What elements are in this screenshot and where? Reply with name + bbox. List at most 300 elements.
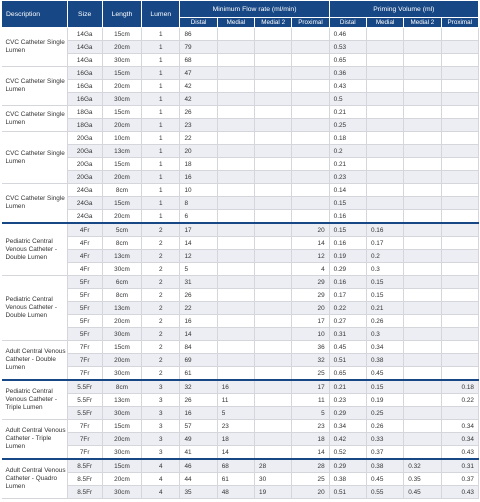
subheader-flow-medial: Medial xyxy=(217,18,254,28)
cell-flow-proximal xyxy=(292,119,329,132)
row-group xyxy=(2,459,479,499)
cell-size: 7Fr xyxy=(67,433,102,446)
cell-size: 8.5Fr xyxy=(67,473,102,486)
cell-priming-distal: 0.5 xyxy=(329,93,366,106)
cell-size: 7Fr xyxy=(67,367,102,381)
cell-priming-medial-2: 0.35 xyxy=(404,473,441,486)
cell-flow-distal: 23 xyxy=(180,119,217,132)
cell-priming-medial-2 xyxy=(404,276,441,289)
cell-priming-distal: 0.29 xyxy=(329,263,366,276)
cell-flow-medial-2 xyxy=(255,119,292,132)
cell-size: 4Fr xyxy=(67,263,102,276)
table-row xyxy=(2,158,479,171)
cell-flow-medial-2 xyxy=(255,276,292,289)
cell-priming-proximal xyxy=(441,80,478,93)
cell-priming-distal: 0.42 xyxy=(329,433,366,446)
cell-lumen: 2 xyxy=(142,354,180,367)
table-row xyxy=(2,145,479,158)
cell-flow-distal: 5 xyxy=(180,263,217,276)
cell-lumen: 1 xyxy=(142,93,180,106)
cell-lumen: 2 xyxy=(142,223,180,237)
cell-size: 4Fr xyxy=(67,237,102,250)
cell-flow-proximal xyxy=(292,132,329,145)
cell-priming-medial-2 xyxy=(404,210,441,224)
cell-lumen: 4 xyxy=(142,459,180,473)
cell-flow-medial xyxy=(217,28,254,41)
cell-lumen: 3 xyxy=(142,446,180,460)
cell-flow-distal: 44 xyxy=(180,473,217,486)
cell-priming-proximal xyxy=(441,237,478,250)
cell-priming-medial-2 xyxy=(404,250,441,263)
cell-flow-medial-2 xyxy=(255,446,292,460)
cell-flow-medial xyxy=(217,354,254,367)
cell-flow-distal: 57 xyxy=(180,420,217,433)
cell-size: 5Fr xyxy=(67,289,102,302)
cell-flow-proximal: 29 xyxy=(292,276,329,289)
cell-size: 7Fr xyxy=(67,354,102,367)
cell-flow-medial-2 xyxy=(255,223,292,237)
cell-priming-proximal xyxy=(441,93,478,106)
cell-lumen: 1 xyxy=(142,106,180,119)
cell-flow-distal: 46 xyxy=(180,459,217,473)
cell-size: 20Ga xyxy=(67,158,102,171)
cell-flow-medial xyxy=(217,315,254,328)
cell-size: 8.5Fr xyxy=(67,459,102,473)
cell-flow-medial: 68 xyxy=(217,459,254,473)
cell-flow-medial-2 xyxy=(255,289,292,302)
cell-flow-medial: 23 xyxy=(217,420,254,433)
cell-flow-medial: 16 xyxy=(217,380,254,394)
cell-lumen: 2 xyxy=(142,237,180,250)
cell-length: 30cm xyxy=(102,486,141,499)
cell-size: 16Ga xyxy=(67,80,102,93)
cell-flow-medial-2 xyxy=(255,433,292,446)
cell-size: 24Ga xyxy=(67,184,102,197)
catheter-description: Pediatric Central Venous Catheter - Double Lumen xyxy=(2,223,68,276)
table-row xyxy=(2,289,479,302)
cell-priming-distal: 0.14 xyxy=(329,184,366,197)
cell-length: 13cm xyxy=(102,250,141,263)
cell-lumen: 4 xyxy=(142,473,180,486)
cell-priming-medial-2 xyxy=(404,289,441,302)
cell-flow-medial-2: 19 xyxy=(255,486,292,499)
cell-flow-proximal: 25 xyxy=(292,473,329,486)
cell-priming-proximal xyxy=(441,263,478,276)
cell-flow-medial xyxy=(217,223,254,237)
cell-size: 14Ga xyxy=(67,54,102,67)
cell-size: 8.5Fr xyxy=(67,486,102,499)
cell-flow-distal: 16 xyxy=(180,315,217,328)
cell-priming-distal: 0.21 xyxy=(329,380,366,394)
cell-flow-distal: 18 xyxy=(180,158,217,171)
catheter-description: CVC Catheter Single Lumen xyxy=(2,67,68,106)
cell-priming-medial-2 xyxy=(404,394,441,407)
cell-priming-medial xyxy=(366,132,403,145)
cell-length: 15cm xyxy=(102,28,141,41)
cell-size: 16Ga xyxy=(67,67,102,80)
cell-flow-medial xyxy=(217,276,254,289)
cell-flow-proximal: 20 xyxy=(292,302,329,315)
cell-priming-proximal: 0.18 xyxy=(441,380,478,394)
cell-lumen: 1 xyxy=(142,119,180,132)
cell-priming-distal: 0.15 xyxy=(329,223,366,237)
header-description: Description xyxy=(2,1,68,28)
cell-flow-distal: 10 xyxy=(180,184,217,197)
cell-priming-medial xyxy=(366,171,403,184)
cell-flow-medial-2 xyxy=(255,106,292,119)
cell-priming-distal: 0.65 xyxy=(329,54,366,67)
cell-priming-proximal xyxy=(441,119,478,132)
cell-length: 30cm xyxy=(102,446,141,460)
cell-length: 20cm xyxy=(102,473,141,486)
cell-size: 5Fr xyxy=(67,302,102,315)
table-row xyxy=(2,80,479,93)
cell-flow-proximal xyxy=(292,41,329,54)
cell-priming-proximal: 0.43 xyxy=(441,486,478,499)
cell-flow-proximal: 11 xyxy=(292,394,329,407)
cell-priming-distal: 0.15 xyxy=(329,197,366,210)
table-row xyxy=(2,93,479,106)
table-row xyxy=(2,184,479,197)
cell-flow-medial-2 xyxy=(255,184,292,197)
cell-flow-proximal: 14 xyxy=(292,237,329,250)
cell-priming-medial-2 xyxy=(404,197,441,210)
cell-length: 30cm xyxy=(102,263,141,276)
cell-flow-medial xyxy=(217,210,254,224)
cell-size: 4Fr xyxy=(67,223,102,237)
cell-priming-medial: 0.15 xyxy=(366,380,403,394)
cell-priming-proximal xyxy=(441,210,478,224)
cell-flow-medial xyxy=(217,119,254,132)
subheader-priming-medial-2: Medial 2 xyxy=(404,18,441,28)
cell-lumen: 3 xyxy=(142,394,180,407)
cell-flow-distal: 79 xyxy=(180,41,217,54)
cell-priming-medial: 0.15 xyxy=(366,289,403,302)
cell-flow-distal: 26 xyxy=(180,394,217,407)
cell-flow-medial: 61 xyxy=(217,473,254,486)
table-row xyxy=(2,433,479,446)
cell-flow-medial: 11 xyxy=(217,394,254,407)
cell-flow-distal: 41 xyxy=(180,446,217,460)
table-row xyxy=(2,407,479,420)
subheader-priming-distal: Distal xyxy=(329,18,366,28)
cell-priming-medial-2 xyxy=(404,41,441,54)
cell-priming-proximal xyxy=(441,132,478,145)
table-row xyxy=(2,237,479,250)
cell-flow-distal: 86 xyxy=(180,28,217,41)
cell-priming-distal: 0.45 xyxy=(329,341,366,354)
cell-flow-proximal xyxy=(292,158,329,171)
cell-lumen: 3 xyxy=(142,407,180,420)
cell-priming-distal: 0.17 xyxy=(329,289,366,302)
cell-flow-distal: 42 xyxy=(180,80,217,93)
cell-flow-medial xyxy=(217,341,254,354)
catheter-description: CVC Catheter Single Lumen xyxy=(2,28,68,67)
cell-flow-medial xyxy=(217,93,254,106)
cell-length: 15cm xyxy=(102,420,141,433)
cell-lumen: 1 xyxy=(142,171,180,184)
cell-flow-proximal xyxy=(292,67,329,80)
cell-length: 20cm xyxy=(102,119,141,132)
cell-priming-distal: 0.27 xyxy=(329,315,366,328)
cell-size: 7Fr xyxy=(67,446,102,460)
cell-priming-distal: 0.29 xyxy=(329,459,366,473)
cell-flow-proximal: 17 xyxy=(292,380,329,394)
cell-priming-distal: 0.21 xyxy=(329,158,366,171)
header-length: Length xyxy=(102,1,141,28)
catheter-description: Adult Central Venous Catheter - Triple Lumen xyxy=(2,420,68,460)
cell-length: 30cm xyxy=(102,328,141,341)
cell-priming-distal: 0.21 xyxy=(329,106,366,119)
cell-priming-medial-2 xyxy=(404,145,441,158)
cell-priming-medial-2: 0.45 xyxy=(404,486,441,499)
cell-lumen: 1 xyxy=(142,80,180,93)
cell-priming-distal: 0.16 xyxy=(329,237,366,250)
cell-flow-proximal xyxy=(292,28,329,41)
cell-priming-distal: 0.51 xyxy=(329,486,366,499)
cell-priming-medial-2 xyxy=(404,223,441,237)
table-row xyxy=(2,341,479,354)
cell-length: 15cm xyxy=(102,67,141,80)
cell-priming-medial-2 xyxy=(404,315,441,328)
subheader-flow-medial-2: Medial 2 xyxy=(255,18,292,28)
cell-priming-distal: 0.34 xyxy=(329,420,366,433)
cell-flow-medial xyxy=(217,158,254,171)
cell-lumen: 1 xyxy=(142,41,180,54)
cell-priming-distal: 0.22 xyxy=(329,302,366,315)
cell-lumen: 2 xyxy=(142,289,180,302)
cell-priming-distal: 0.29 xyxy=(329,407,366,420)
cell-flow-medial: 14 xyxy=(217,446,254,460)
cell-priming-medial: 0.2 xyxy=(366,250,403,263)
cell-flow-medial-2 xyxy=(255,328,292,341)
row-group xyxy=(2,380,479,420)
cell-flow-medial-2 xyxy=(255,171,292,184)
cell-priming-proximal xyxy=(441,106,478,119)
header-flow-rate: Minimum Flow rate (ml/min) xyxy=(180,1,329,18)
cell-flow-medial-2 xyxy=(255,263,292,276)
cell-flow-proximal xyxy=(292,210,329,224)
cell-length: 20cm xyxy=(102,433,141,446)
cell-flow-proximal xyxy=(292,80,329,93)
table-row xyxy=(2,67,479,80)
cell-flow-medial: 48 xyxy=(217,486,254,499)
cell-priming-medial-2 xyxy=(404,341,441,354)
cell-priming-distal: 0.52 xyxy=(329,446,366,460)
cell-priming-distal: 0.65 xyxy=(329,367,366,381)
cell-priming-distal: 0.51 xyxy=(329,354,366,367)
cell-flow-proximal: 14 xyxy=(292,446,329,460)
cell-flow-proximal: 25 xyxy=(292,367,329,381)
cell-priming-medial: 0.25 xyxy=(366,407,403,420)
table-row xyxy=(2,394,479,407)
cell-length: 6cm xyxy=(102,276,141,289)
cell-length: 15cm xyxy=(102,459,141,473)
cell-flow-proximal: 20 xyxy=(292,223,329,237)
subheader-priming-medial: Medial xyxy=(366,18,403,28)
cell-length: 30cm xyxy=(102,93,141,106)
cell-lumen: 1 xyxy=(142,54,180,67)
cell-flow-proximal: 32 xyxy=(292,354,329,367)
cell-priming-medial: 0.45 xyxy=(366,473,403,486)
cell-priming-medial-2 xyxy=(404,407,441,420)
cell-lumen: 3 xyxy=(142,420,180,433)
cell-flow-distal: 20 xyxy=(180,145,217,158)
cell-flow-distal: 35 xyxy=(180,486,217,499)
cell-length: 5cm xyxy=(102,223,141,237)
cell-priming-medial xyxy=(366,119,403,132)
cell-priming-medial-2 xyxy=(404,263,441,276)
cell-lumen: 1 xyxy=(142,145,180,158)
cell-priming-medial-2 xyxy=(404,184,441,197)
cell-flow-medial-2 xyxy=(255,28,292,41)
cell-priming-medial: 0.16 xyxy=(366,223,403,237)
row-group xyxy=(2,420,479,460)
cell-flow-medial-2 xyxy=(255,407,292,420)
table-row xyxy=(2,446,479,460)
cell-size: 7Fr xyxy=(67,420,102,433)
cell-priming-medial: 0.38 xyxy=(366,459,403,473)
cell-priming-medial: 0.19 xyxy=(366,394,403,407)
cell-priming-medial-2 xyxy=(404,93,441,106)
cell-lumen: 1 xyxy=(142,28,180,41)
catheter-description: Adult Central Venous Catheter - Quadro Lumen xyxy=(2,459,68,499)
cell-lumen: 2 xyxy=(142,341,180,354)
cell-priming-proximal: 0.34 xyxy=(441,420,478,433)
cell-lumen: 2 xyxy=(142,367,180,381)
subheader-flow-distal: Distal xyxy=(180,18,217,28)
table-row xyxy=(2,223,479,237)
cell-flow-medial-2: 30 xyxy=(255,473,292,486)
cell-priming-distal: 0.23 xyxy=(329,171,366,184)
cell-flow-medial xyxy=(217,171,254,184)
cell-priming-distal: 0.16 xyxy=(329,210,366,224)
cell-flow-distal: 68 xyxy=(180,54,217,67)
cell-length: 30cm xyxy=(102,54,141,67)
cell-priming-proximal: 0.34 xyxy=(441,433,478,446)
cell-flow-medial-2 xyxy=(255,380,292,394)
cell-flow-medial-2 xyxy=(255,54,292,67)
cell-flow-medial-2 xyxy=(255,41,292,54)
cell-priming-medial: 0.3 xyxy=(366,263,403,276)
cell-priming-medial xyxy=(366,197,403,210)
catheter-description: CVC Catheter Single Lumen xyxy=(2,132,68,184)
cell-lumen: 2 xyxy=(142,328,180,341)
cell-priming-proximal xyxy=(441,41,478,54)
cell-priming-distal: 0.2 xyxy=(329,145,366,158)
table-row xyxy=(2,420,479,433)
cell-length: 20cm xyxy=(102,41,141,54)
cell-priming-medial-2 xyxy=(404,28,441,41)
cell-size: 5Fr xyxy=(67,315,102,328)
cell-flow-proximal xyxy=(292,184,329,197)
cell-lumen: 3 xyxy=(142,433,180,446)
cell-priming-proximal xyxy=(441,171,478,184)
cell-size: 5.5Fr xyxy=(67,394,102,407)
cell-priming-distal: 0.31 xyxy=(329,328,366,341)
table-row xyxy=(2,41,479,54)
table-row xyxy=(2,250,479,263)
cell-flow-medial xyxy=(217,145,254,158)
cell-priming-medial: 0.45 xyxy=(366,367,403,381)
cell-lumen: 2 xyxy=(142,315,180,328)
cell-priming-medial xyxy=(366,93,403,106)
cell-flow-proximal: 28 xyxy=(292,459,329,473)
cell-priming-medial xyxy=(366,145,403,158)
cell-priming-medial: 0.26 xyxy=(366,420,403,433)
cell-length: 15cm xyxy=(102,341,141,354)
cell-flow-proximal xyxy=(292,145,329,158)
cell-size: 24Ga xyxy=(67,197,102,210)
cell-flow-medial xyxy=(217,67,254,80)
cell-priming-proximal: 0.22 xyxy=(441,394,478,407)
cell-flow-distal: 26 xyxy=(180,289,217,302)
cell-flow-proximal xyxy=(292,106,329,119)
cell-size: 18Ga xyxy=(67,119,102,132)
cell-length: 13cm xyxy=(102,394,141,407)
table-row xyxy=(2,354,479,367)
cell-priming-medial xyxy=(366,80,403,93)
cell-flow-proximal: 36 xyxy=(292,341,329,354)
cell-lumen: 1 xyxy=(142,197,180,210)
cell-flow-medial-2 xyxy=(255,341,292,354)
table-row xyxy=(2,473,479,486)
cell-flow-proximal xyxy=(292,197,329,210)
cell-flow-medial-2 xyxy=(255,210,292,224)
table-row xyxy=(2,486,479,499)
row-group xyxy=(2,28,479,67)
cell-priming-medial: 0.3 xyxy=(366,328,403,341)
cell-lumen: 2 xyxy=(142,302,180,315)
table-row xyxy=(2,315,479,328)
cell-size: 24Ga xyxy=(67,210,102,224)
cell-priming-proximal xyxy=(441,28,478,41)
cell-flow-distal: 32 xyxy=(180,380,217,394)
cell-priming-medial-2 xyxy=(404,54,441,67)
cell-priming-proximal xyxy=(441,289,478,302)
cell-priming-proximal xyxy=(441,302,478,315)
cell-priming-proximal xyxy=(441,354,478,367)
cell-size: 5Fr xyxy=(67,276,102,289)
cell-lumen: 3 xyxy=(142,380,180,394)
cell-flow-distal: 22 xyxy=(180,302,217,315)
cell-priming-medial-2 xyxy=(404,354,441,367)
cell-size: 20Ga xyxy=(67,171,102,184)
cell-length: 13cm xyxy=(102,145,141,158)
cell-priming-proximal xyxy=(441,250,478,263)
cell-priming-proximal xyxy=(441,145,478,158)
row-group xyxy=(2,132,479,184)
cell-flow-distal: 16 xyxy=(180,171,217,184)
cell-priming-distal: 0.38 xyxy=(329,473,366,486)
cell-size: 5.5Fr xyxy=(67,380,102,394)
cell-flow-medial-2 xyxy=(255,420,292,433)
cell-priming-medial-2 xyxy=(404,67,441,80)
cell-flow-proximal: 29 xyxy=(292,289,329,302)
cell-size: 20Ga xyxy=(67,145,102,158)
cell-priming-medial: 0.21 xyxy=(366,302,403,315)
cell-flow-distal: 6 xyxy=(180,210,217,224)
cell-flow-proximal xyxy=(292,171,329,184)
table-row xyxy=(2,106,479,119)
cell-flow-medial-2 xyxy=(255,197,292,210)
cell-priming-proximal xyxy=(441,328,478,341)
cell-flow-medial xyxy=(217,106,254,119)
cell-flow-distal: 16 xyxy=(180,407,217,420)
cell-flow-medial-2: 28 xyxy=(255,459,292,473)
table-row xyxy=(2,328,479,341)
cell-length: 15cm xyxy=(102,106,141,119)
